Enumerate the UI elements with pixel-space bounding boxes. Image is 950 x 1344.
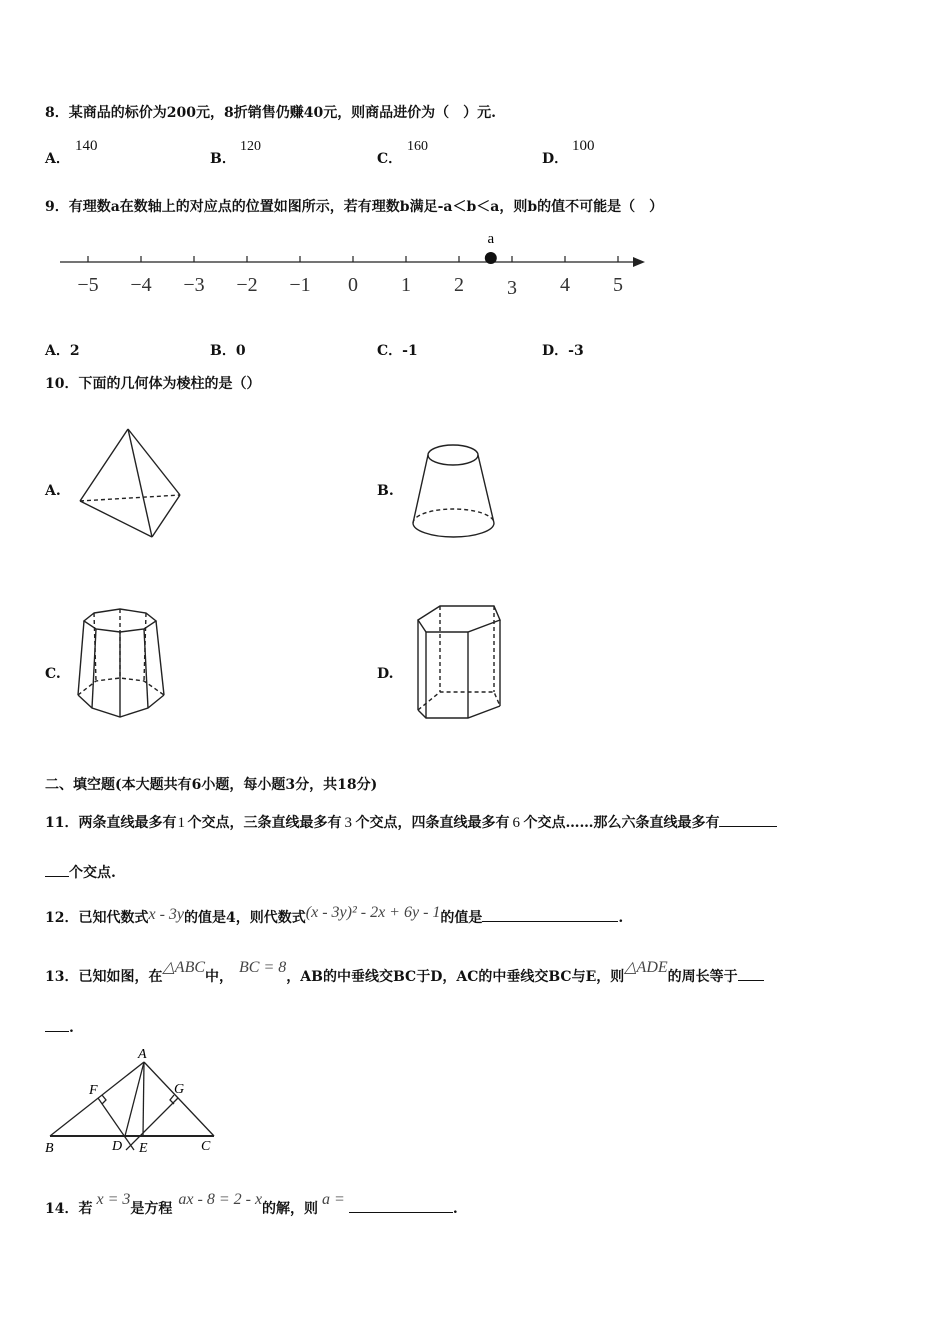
q8-option-a bbox=[45, 138, 98, 168]
q13-line2 bbox=[45, 1020, 74, 1036]
q8-text: 8．某商品的标价为200元，8折销售仍赚40元，则商品进价为（ ）元. bbox=[45, 105, 497, 121]
label-a: A bbox=[138, 1047, 147, 1062]
q14-eq1: x = 3 bbox=[96, 1191, 131, 1208]
q8-option-b-label: B． bbox=[210, 151, 236, 167]
q14-eq2: ax - 8 = 2 - x bbox=[178, 1191, 263, 1208]
number-line-point-a bbox=[485, 252, 497, 264]
q13-answer-blank-1[interactable] bbox=[738, 979, 764, 981]
label-e: E bbox=[139, 1141, 148, 1156]
section2-title: 二、填空题(本大题共有6小题，每小题3分，共18分) bbox=[45, 777, 378, 793]
q13-part4: 的周长等于 bbox=[667, 969, 738, 985]
q12-part3: 的值是 bbox=[440, 910, 483, 926]
q14-answer-blank[interactable] bbox=[349, 1211, 453, 1213]
hexagonal-prism-figure bbox=[408, 600, 508, 725]
q13-tri1: △ABC bbox=[162, 959, 206, 976]
q12-line bbox=[45, 904, 624, 927]
number-line-tick-label: −2 bbox=[236, 274, 258, 296]
number-line-tick-label: −5 bbox=[77, 274, 99, 296]
q9-option-a-label: A． bbox=[45, 343, 70, 359]
q8-option-a-label: A． bbox=[45, 151, 70, 167]
q9-option-d-value: -3 bbox=[568, 343, 584, 359]
q9-option-a bbox=[45, 340, 80, 360]
q9-option-c bbox=[377, 340, 418, 360]
triangle-abc-figure bbox=[40, 1042, 225, 1160]
q11-part3: 个交点，四条直线最多有 bbox=[355, 815, 510, 831]
q8-option-b-value: 120 bbox=[240, 139, 261, 154]
label-g: G bbox=[174, 1082, 185, 1097]
q11-part1: 11．两条直线最多有 bbox=[45, 815, 177, 831]
q10-text: 10．下面的几何体为棱柱的是（） bbox=[45, 376, 261, 392]
label-f: F bbox=[89, 1083, 98, 1098]
q13-part3: ，AB的中垂线交BC于D，AC的中垂线交BC与E，则 bbox=[286, 969, 625, 985]
q10-option-b-label: B. bbox=[377, 483, 394, 499]
q13-answer-blank-2[interactable] bbox=[45, 1030, 69, 1032]
q9-option-b-label: B． bbox=[210, 343, 236, 359]
q8-option-c-value: 160 bbox=[407, 139, 428, 154]
q9-option-b-value: 0 bbox=[235, 343, 246, 359]
number-line-tick-label: 0 bbox=[348, 274, 358, 296]
number-line-point-label: a bbox=[487, 231, 495, 247]
q14-end: . bbox=[452, 1201, 458, 1217]
number-line-tick-label: −1 bbox=[289, 274, 311, 296]
q12-part1: 12．已知代数式 bbox=[45, 910, 149, 926]
q9-option-c-value: -1 bbox=[402, 343, 418, 359]
q10-option-d-label: D. bbox=[377, 666, 394, 682]
q11-n3: 6 bbox=[512, 815, 520, 831]
number-line-tick-label: 1 bbox=[401, 274, 411, 296]
q11-answer-blank-1[interactable] bbox=[719, 825, 777, 827]
q11-part2: 个交点，三条直线最多有 bbox=[187, 815, 342, 831]
q11-part4: 个交点……那么六条直线最多有 bbox=[523, 815, 720, 831]
q13-end: . bbox=[69, 1020, 74, 1036]
q12-expr2: (x - 3y)² - 2x + 6y - 1 bbox=[305, 904, 441, 921]
q13-tri2: △ADE bbox=[624, 959, 668, 976]
number-line-tick-label: 5 bbox=[613, 274, 623, 296]
q10-option-c-label: C. bbox=[45, 666, 61, 682]
number-line-tick-label: −3 bbox=[183, 274, 205, 296]
q11-line2 bbox=[45, 862, 116, 882]
q9-option-c-label: C． bbox=[377, 343, 403, 359]
q14-line bbox=[45, 1191, 458, 1218]
q12-part2: 的值是4，则代数式 bbox=[184, 910, 306, 926]
q9-option-b bbox=[210, 340, 246, 360]
q8-option-c bbox=[377, 139, 428, 168]
q12-end: . bbox=[618, 910, 624, 926]
q9-option-d bbox=[542, 340, 584, 360]
q8-option-b bbox=[210, 139, 261, 168]
q13-eq: BC = 8 bbox=[239, 959, 287, 976]
q9-option-d-label: D． bbox=[542, 343, 569, 359]
q14-eq3: a = bbox=[322, 1191, 345, 1208]
number-line-tick-label: 4 bbox=[560, 274, 570, 296]
q8-option-d bbox=[542, 138, 595, 168]
q8-option-d-value: 100 bbox=[572, 138, 595, 154]
number-line-arrow bbox=[633, 257, 645, 267]
frustum-cone-figure bbox=[405, 437, 505, 545]
number-line-tick-label: −4 bbox=[130, 274, 152, 296]
q13-part1: 13．已知如图，在 bbox=[45, 969, 163, 985]
q8-option-c-label: C． bbox=[377, 151, 403, 167]
number-line-figure bbox=[55, 225, 655, 300]
q11-line2-text: 个交点. bbox=[69, 865, 116, 881]
number-line-tick-label: 3 bbox=[507, 277, 517, 299]
label-b: B bbox=[45, 1141, 54, 1156]
q11-n1: 1 bbox=[177, 815, 185, 831]
q14-part1: 14．若 bbox=[45, 1201, 93, 1217]
q8-option-d-label: D． bbox=[542, 151, 569, 167]
q9-text: 9．有理数a在数轴上的对应点的位置如图所示，若有理数b满足-a＜b＜a，则b的值不可能是（ ） bbox=[45, 199, 664, 215]
q11-line1 bbox=[45, 812, 777, 832]
label-c: C bbox=[201, 1139, 211, 1154]
q9-option-a-value: 2 bbox=[69, 343, 80, 359]
q13-part2: 中， bbox=[205, 969, 234, 985]
number-line-tick-label: 2 bbox=[454, 274, 464, 296]
q14-part3: 的解，则 bbox=[262, 1201, 319, 1217]
q10-option-a-label: A. bbox=[45, 483, 61, 499]
q13-line bbox=[45, 959, 764, 986]
q11-answer-blank-2[interactable] bbox=[45, 875, 69, 877]
q14-part2: 是方程 bbox=[130, 1201, 173, 1217]
q11-n2: 3 bbox=[344, 815, 352, 831]
q8-option-a-value: 140 bbox=[75, 138, 98, 154]
q12-expr1: x - 3y bbox=[148, 906, 185, 923]
label-d: D bbox=[112, 1139, 123, 1154]
tetrahedron-figure bbox=[72, 425, 187, 545]
octagonal-frustum-figure bbox=[72, 605, 172, 727]
q12-answer-blank[interactable] bbox=[482, 920, 618, 922]
